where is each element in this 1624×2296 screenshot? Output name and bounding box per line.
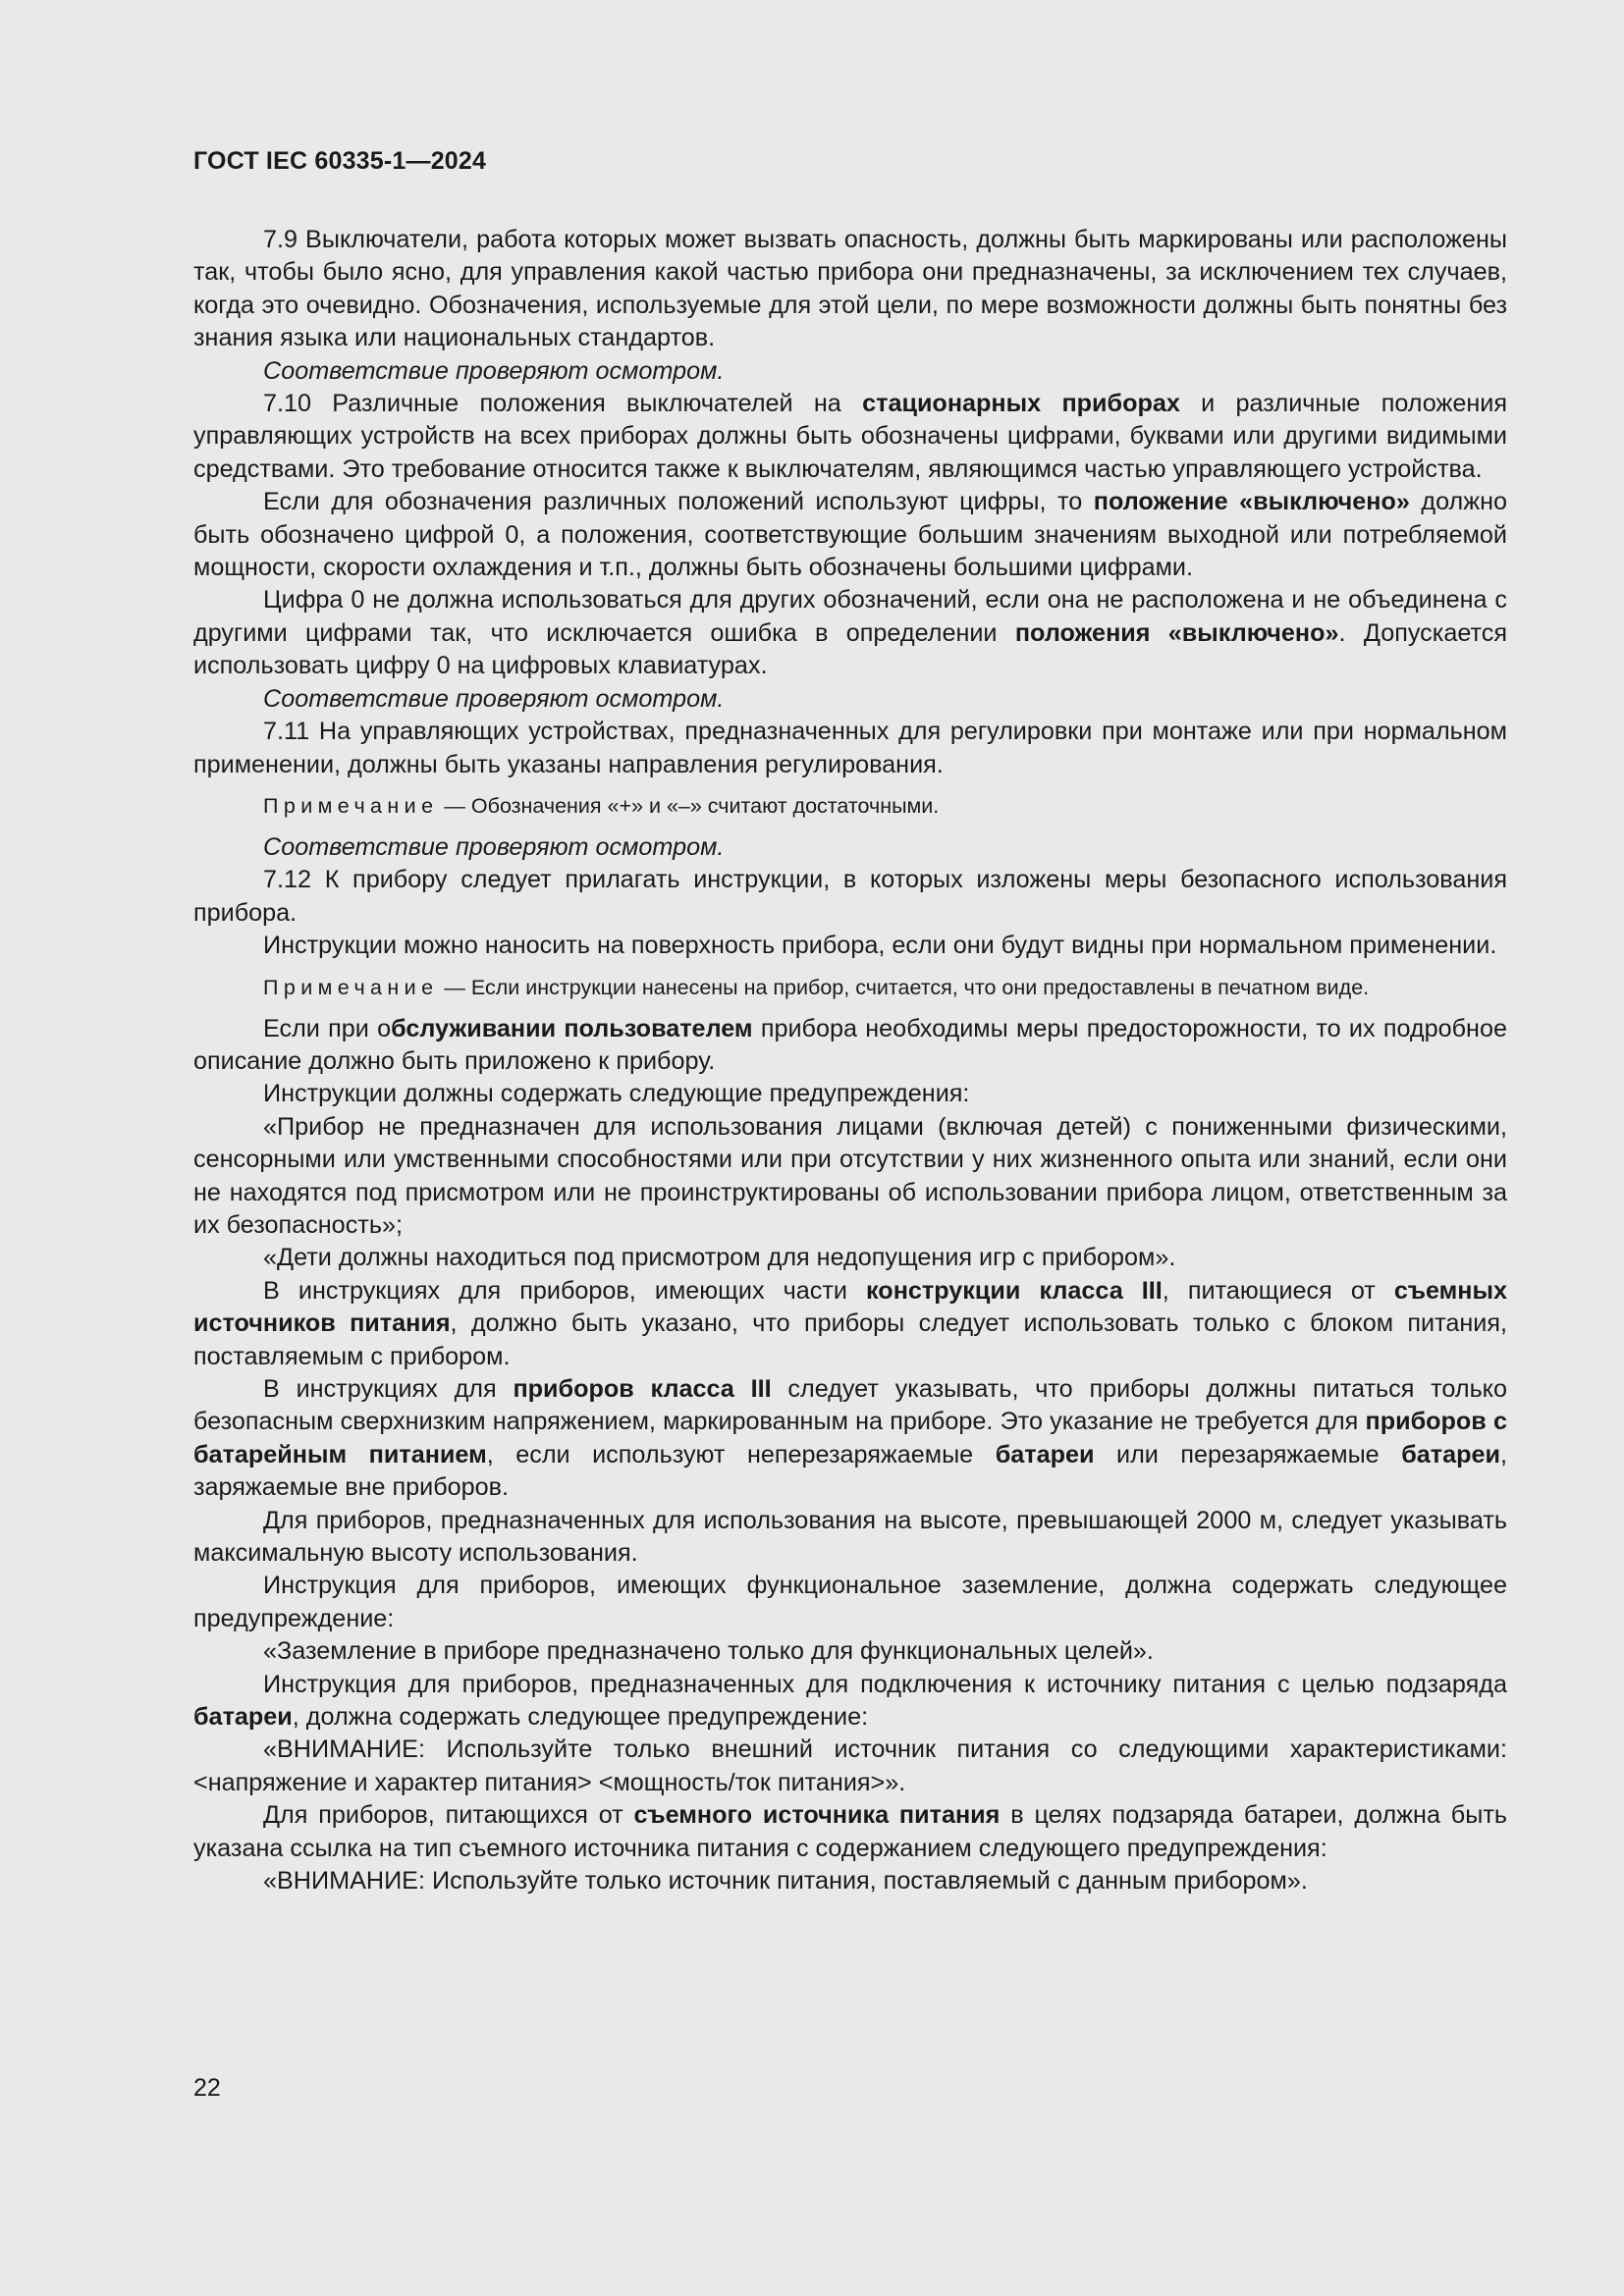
text-run: , питающиеся от bbox=[1162, 1276, 1394, 1305]
clause-7-11: 7.11 На управляющих устройствах, предназначенных для регулировки при монтаже или при нормальном применении, должны быть указаны направления регулирования. bbox=[193, 718, 1507, 778]
defined-term: положения «выключено» bbox=[1014, 618, 1339, 647]
note-label: Примечание bbox=[263, 793, 439, 818]
paragraph: Инструкция для приборов, имеющих функциональное заземление, должна содержать следующее предупреждение: bbox=[193, 1572, 1507, 1632]
text-run: должно быть обозначено цифрой 0, а положения, соответствующие большим значениям выходной или потребляемой мощности, скорости охлаждения и т.п., должны быть обозначены большими цифрами. bbox=[193, 488, 1507, 582]
paragraph: Для приборов, предназначенных для использования на высоте, превышающей 2000 м, следует указывать максимальную высоту использования. bbox=[193, 1506, 1507, 1568]
text-run: . Допускается использовать цифру 0 на цифровых клавиатурах. bbox=[193, 618, 1507, 680]
defined-term: приборов класса III bbox=[513, 1375, 772, 1403]
warning-quote: «Заземление в приборе предназначено только для функциональных целей». bbox=[263, 1637, 1154, 1666]
document-body bbox=[193, 224, 1507, 1898]
note-text: — Обозначения «+» и «–» считают достаточными. bbox=[438, 793, 940, 818]
paragraph bbox=[193, 486, 1507, 584]
warning-quote: «ВНИМАНИЕ: Используйте только источник питания, поставляемый с данным прибором». bbox=[263, 1867, 1308, 1896]
defined-term: съемных источников питания bbox=[193, 1276, 1507, 1338]
defined-term: бслуживании пользователем bbox=[391, 1014, 753, 1042]
note-label: Примечание bbox=[263, 975, 439, 999]
text-run: , должна содержать следующее предупреждение: bbox=[292, 1703, 869, 1732]
text-run: , должно быть указано, что приборы следует использовать только с блоком питания, поставляемым с прибором. bbox=[193, 1309, 1507, 1370]
text-run: Если для обозначения различных положений используют цифры, то bbox=[263, 488, 1094, 516]
paragraph: Инструкции должны содержать следующие предупреждения: bbox=[263, 1080, 970, 1108]
text-run: В инструкциях для bbox=[263, 1375, 514, 1403]
text-run: Цифра 0 не должна использоваться для других обозначений, если она не расположена и не объединена с другими цифрами так, что исключается ошибка в определении bbox=[193, 586, 1507, 647]
paragraph bbox=[193, 584, 1507, 682]
paragraph: Инструкции можно наносить на поверхность прибора, если они будут видны при нормальном применении. bbox=[263, 932, 1497, 960]
document-header: ГОСТ IEC 60335-1—2024 bbox=[193, 147, 487, 175]
defined-term: приборов с батарейным питанием bbox=[193, 1408, 1507, 1468]
text-run: в целях подзаряда батареи, должна быть указана ссылка на тип съемного источника питания с содержанием следующего предупреждения: bbox=[193, 1801, 1507, 1862]
defined-term: батареи bbox=[193, 1703, 293, 1732]
note bbox=[193, 791, 1507, 821]
clause-7-10 bbox=[193, 388, 1507, 486]
note bbox=[193, 973, 1507, 1002]
text-run: и различные положения управляющих устройств на всех приборах должны быть обозначены цифрами, буквами или другими видимыми средствами. Это требование относится также к выключателям, являющимся частью управляющего устройства. bbox=[193, 390, 1507, 483]
compliance-statement: Соответствие проверяют осмотром. bbox=[263, 684, 725, 713]
warning-quote: «Дети должны находиться под присмотром для недопущения игр с прибором». bbox=[263, 1244, 1176, 1272]
defined-term: положение «выключено» bbox=[1093, 488, 1410, 516]
text-run: Для приборов, питающихся от bbox=[263, 1801, 634, 1830]
defined-term: съемного источника питания bbox=[633, 1801, 1001, 1830]
text-run: Инструкция для приборов, предназначенных для подключения к источнику питания с целью подзаряда bbox=[263, 1670, 1507, 1698]
clause-7-12: 7.12 К прибору следует прилагать инструкции, в которых изложены меры безопасного использования прибора. bbox=[193, 866, 1507, 927]
page-number: 22 bbox=[193, 2074, 221, 2102]
defined-term: батареи bbox=[1401, 1440, 1501, 1468]
text-run: , заряжаемые вне приборов. bbox=[193, 1440, 1508, 1502]
paragraph bbox=[193, 1373, 1507, 1505]
paragraph bbox=[193, 1013, 1507, 1079]
text-run: Если при о bbox=[263, 1014, 392, 1042]
text-run: В инструкциях для приборов, имеющих части bbox=[263, 1276, 867, 1305]
text-run: 7.10 Различные положения выключателей на bbox=[263, 390, 863, 418]
paragraph bbox=[193, 1669, 1507, 1735]
defined-term: стационарных приборах bbox=[862, 390, 1180, 418]
paragraph bbox=[193, 1799, 1507, 1865]
warning-quote: «ВНИМАНИЕ: Используйте только внешний источник питания со следующими характеристиками: <напряжение и характер питания> <мощность/ток питания>». bbox=[193, 1735, 1507, 1796]
text-run: прибора необходимы меры предосторожности, то их подробное описание должно быть приложено к прибору. bbox=[193, 1014, 1507, 1075]
compliance-statement: Соответствие проверяют осмотром. bbox=[263, 832, 725, 861]
paragraph bbox=[193, 1275, 1507, 1373]
defined-term: батареи bbox=[995, 1440, 1095, 1468]
text-run: следует указывать, что приборы должны питаться только безопасным сверхнизким напряжением, маркированным на приборе. Это указание не требуется для bbox=[193, 1375, 1507, 1436]
defined-term: конструкции класса III bbox=[866, 1276, 1163, 1305]
warning-quote: «Прибор не предназначен для использования лицами (включая детей) с пониженными физическими, сенсорными или умственными способностями или при отсутствии у них жизненного опыта или знаний, если они не находятся под присмотром или не проинструктированы об использовании прибора лицом, ответственным за их безопасность»; bbox=[193, 1112, 1507, 1239]
compliance-statement: Соответствие проверяют осмотром. bbox=[263, 356, 725, 385]
note-text: — Если инструкции нанесены на прибор, считается, что они предоставлены в печатном виде. bbox=[438, 975, 1370, 999]
clause-7-9: 7.9 Выключатели, работа которых может вызвать опасность, должны быть маркированы или расположены так, чтобы было ясно, для управления какой частью прибора они предназначены, за исключением тех случаев, когда это очевидно. Обозначения, используемые для этой цели, по мере возможности должны быть понятны без знания языка или национальных стандартов. bbox=[193, 226, 1507, 352]
text-run: или перезаряжаемые bbox=[1094, 1440, 1402, 1468]
text-run: , если используют неперезаряжаемые bbox=[486, 1440, 996, 1468]
